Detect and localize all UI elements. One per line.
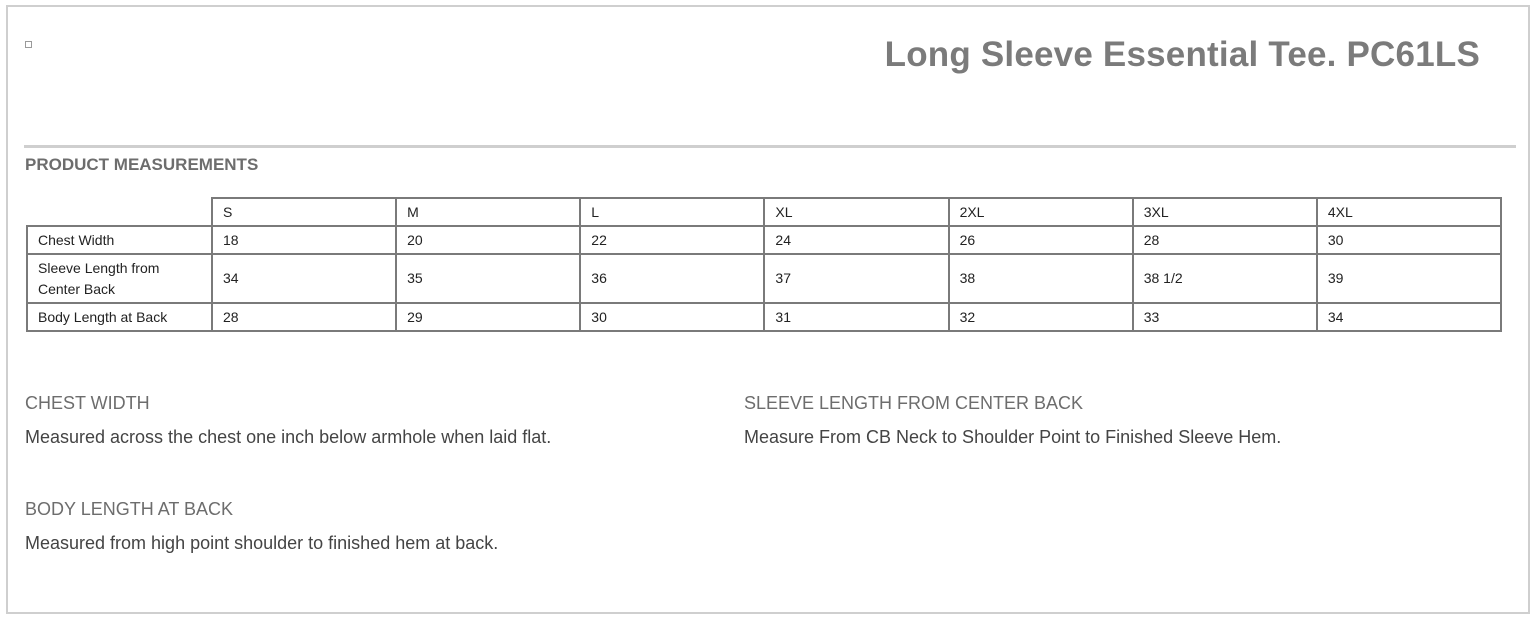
sleeve-length-heading: SLEEVE LENGTH FROM CENTER BACK <box>744 393 1084 413</box>
body-length-heading: BODY LENGTH AT BACK <box>25 499 234 519</box>
row-label-body-length: Body Length at Back <box>27 303 212 331</box>
sleeve-length-description: Measure From CB Neck to Shoulder Point to Finished Sleeve Hem. <box>744 427 1282 447</box>
table-cell: 18 <box>212 226 396 254</box>
size-header-xl: XL <box>764 198 948 226</box>
measurements-heading: PRODUCT MEASUREMENTS <box>25 155 259 174</box>
size-header-4xl: 4XL <box>1317 198 1501 226</box>
size-header-2xl: 2XL <box>949 198 1133 226</box>
table-cell: 30 <box>580 303 764 331</box>
table-cell: 34 <box>212 254 396 303</box>
title-divider <box>24 145 1516 148</box>
table-cell: 38 1/2 <box>1133 254 1317 303</box>
size-header-l: L <box>580 198 764 226</box>
chest-width-description: Measured across the chest one inch below armhole when laid flat. <box>25 427 552 447</box>
table-row <box>27 226 1501 254</box>
row-label-sleeve-length: Sleeve Length from Center Back <box>27 254 212 303</box>
table-cell: 36 <box>580 254 764 303</box>
row-label-chest-width: Chest Width <box>27 226 212 254</box>
size-header-3xl: 3XL <box>1133 198 1317 226</box>
checkbox-icon <box>25 41 32 48</box>
table-cell: 26 <box>949 226 1133 254</box>
table-row <box>27 303 1501 331</box>
measurements-table <box>26 197 1502 332</box>
table-cell: 28 <box>1133 226 1317 254</box>
table-cell: 32 <box>949 303 1133 331</box>
table-cell: 29 <box>396 303 580 331</box>
table-cell: 37 <box>764 254 948 303</box>
table-cell: 34 <box>1317 303 1501 331</box>
table-cell: 22 <box>580 226 764 254</box>
size-header-s: S <box>212 198 396 226</box>
table-cell: 35 <box>396 254 580 303</box>
table-cell: 33 <box>1133 303 1317 331</box>
size-header-m: M <box>396 198 580 226</box>
table-header-row <box>27 198 1501 226</box>
table-cell: 38 <box>949 254 1133 303</box>
table-cell: 20 <box>396 226 580 254</box>
table-cell: 24 <box>764 226 948 254</box>
body-length-description: Measured from high point shoulder to finished hem at back. <box>25 533 499 553</box>
spec-sheet-page <box>6 5 1530 614</box>
table-row <box>27 254 1501 303</box>
table-corner-cell <box>27 198 212 226</box>
table-cell: 30 <box>1317 226 1501 254</box>
document-title: Long Sleeve Essential Tee. PC61LS <box>884 35 1480 74</box>
table-cell: 39 <box>1317 254 1501 303</box>
chest-width-heading: CHEST WIDTH <box>25 393 150 413</box>
table-cell: 31 <box>764 303 948 331</box>
table-cell: 28 <box>212 303 396 331</box>
